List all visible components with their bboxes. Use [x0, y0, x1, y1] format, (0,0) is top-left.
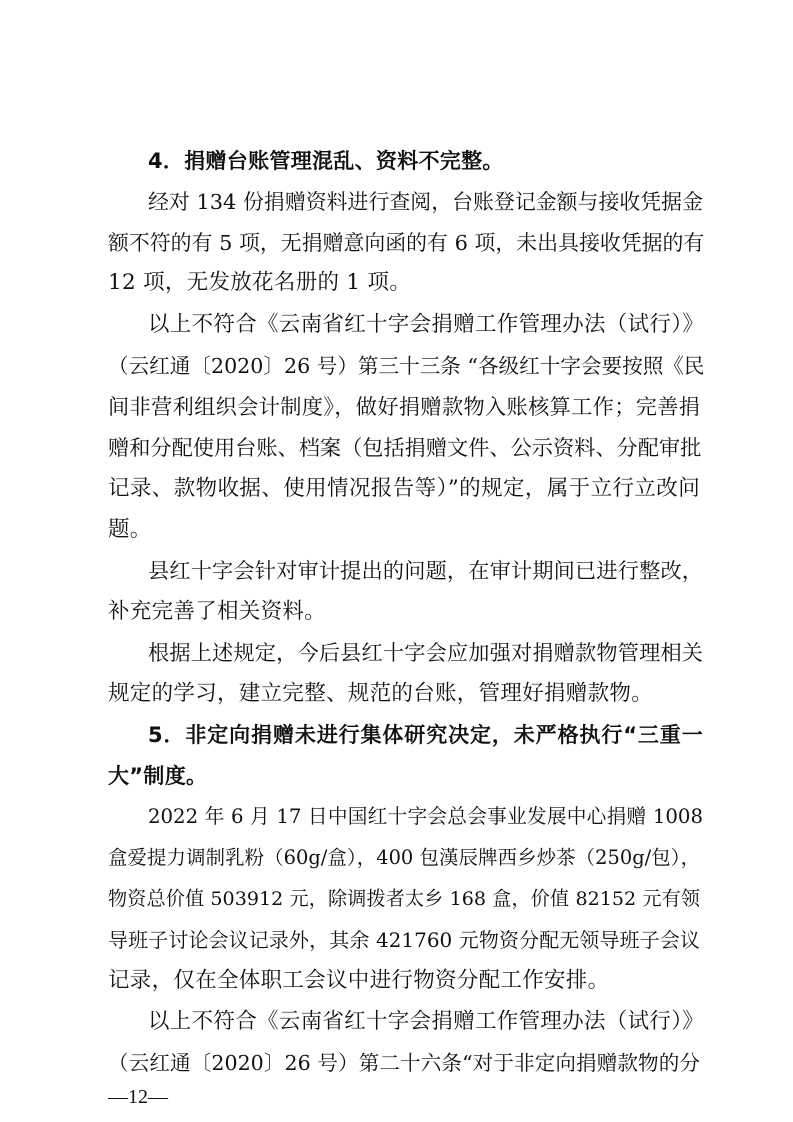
paragraph-line: （云红通〔2020〕26 号）第二十六条“对于非定向捐赠款物的分 — [108, 1051, 700, 1075]
page-number: —12— — [108, 1086, 168, 1108]
paragraph-line: 规定的学习，建立完整、规范的台账，管理好捐赠款物。 — [108, 681, 654, 706]
paragraph-line: 盒爱提力调制乳粉（60g/盒），400 包漢辰牌西乡炒茶（250g/包）， — [108, 846, 700, 869]
paragraph-line: 经对 134 份捐赠资料进行查阅，台账登记金额与接收凭据金 — [148, 190, 703, 214]
paragraph-line: 记录、款物收据、使用情况报告等）”的规定，属于立行立改问 — [108, 476, 700, 501]
paragraph-line: 2022 年 6 月 17 日中国红十字会总会事业发展中心捐赠 1008 — [148, 805, 703, 828]
paragraph-line: 根据上述规定，今后县红十字会应加强对捐赠款物管理相关 — [148, 640, 703, 665]
paragraph-line: 补充完善了相关资料。 — [108, 599, 327, 624]
paragraph-line: 以上不符合《云南省红十字会捐赠工作管理办法（试行）》 — [148, 1009, 705, 1034]
paragraph-line: 赠和分配使用台账、档案（包括捐赠文件、公示资料、分配审批 — [108, 435, 702, 460]
paragraph-line: 导班子讨论会议记录外，其余 421760 元物资分配无领导班子会议 — [108, 928, 700, 952]
paragraph-line: 间非营利组织会计制度》，做好捐赠款物入账核算工作；完善捐 — [108, 394, 700, 419]
paragraph-line: 记录，仅在全体职工会议中进行物资分配工作安排。 — [108, 968, 610, 993]
paragraph-line: 物资总价值 503912 元，除调拨者太乡 168 盒，价值 82152 元有领 — [108, 887, 700, 910]
section-heading-5-cont: 大”制度。 — [108, 764, 208, 788]
section-heading-4: 4．捐赠台账管理混乱、资料不完整。 — [148, 149, 504, 173]
paragraph-line: （云红通〔2020〕26 号）第三十三条 “各级红十字会要按照《民 — [108, 354, 705, 378]
paragraph-line: 县红十字会针对审计提出的问题，在审计期间已进行整改， — [148, 558, 703, 583]
paragraph-line: 12 项，无发放花名册的 1 项。 — [108, 270, 412, 295]
paragraph-line: 额不符的有 5 项，无捐赠意向函的有 6 项，未出具接收凭据的有 — [108, 231, 705, 255]
paragraph-line: 题。 — [108, 517, 152, 542]
paragraph-line: 以上不符合《云南省红十字会捐赠工作管理办法（试行）》 — [148, 312, 705, 337]
section-heading-5: 5．非定向捐赠未进行集体研究决定，未严格执行“三重一 — [148, 723, 703, 747]
